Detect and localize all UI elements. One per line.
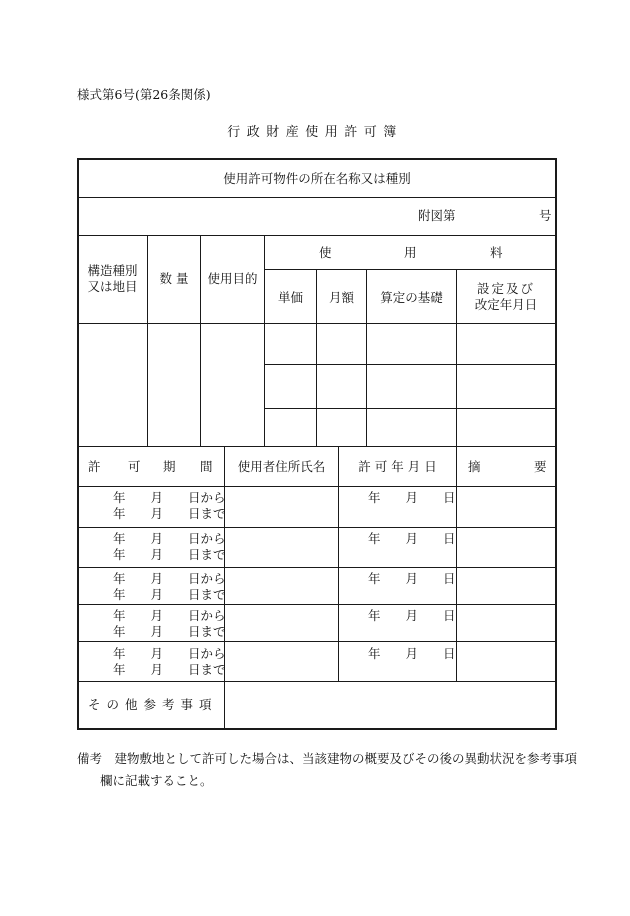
note-line-1: 備考 建物敷地として許可した場合は、当該建物の概要及びその後の異動状況を参考事項 (77, 751, 578, 766)
remarks-header-char-2: 要 (534, 459, 547, 474)
quantity-header: 数 量 (159, 271, 189, 286)
period-to: 年 月 日まで (113, 506, 226, 521)
page-title: 行政財産使用許可簿 (227, 125, 403, 140)
map-number-suffix: 号 (539, 208, 552, 223)
period-from: 年 月 日から (113, 531, 226, 546)
structure-type-header: 構造種別 (87, 263, 138, 278)
permit-period-header-char-2: 可 (128, 459, 141, 474)
other-reference-label: その他参考事項 (88, 697, 218, 712)
period-from: 年 月 日から (113, 490, 226, 505)
land-type-header: 又は地目 (87, 279, 138, 294)
permit-period-header-char-4: 間 (200, 459, 213, 474)
map-number-label: 附図第 (418, 208, 456, 223)
setting-date-header-line2: 改定年月日 (474, 297, 538, 312)
period-from: 年 月 日から (113, 646, 226, 661)
period-from: 年 月 日から (113, 571, 226, 586)
note-line-2: 欄に記載すること。 (100, 773, 213, 788)
permit-date: 年 月 日 (368, 571, 456, 586)
permit-date: 年 月 日 (368, 531, 456, 546)
usage-fee-header-char-3: 料 (490, 245, 503, 260)
period-to: 年 月 日まで (113, 587, 226, 602)
permit-period-header-char-1: 許 (88, 459, 101, 474)
user-name-header: 使用者住所氏名 (237, 459, 326, 474)
period-to: 年 月 日まで (113, 547, 226, 562)
period-to: 年 月 日まで (113, 662, 226, 677)
unit-price-header: 単価 (277, 290, 303, 305)
period-to: 年 月 日まで (113, 624, 226, 639)
usage-fee-header-char-2: 用 (404, 245, 417, 260)
permit-date-header: 許 可 年 月 日 (358, 459, 437, 474)
permit-date: 年 月 日 (368, 646, 456, 661)
form-number: 様式第6号(第26条関係) (77, 87, 211, 102)
property-location-label: 使用許可物件の所在名称又は種別 (223, 171, 411, 186)
remarks-header-char-1: 摘 (468, 459, 481, 474)
permit-date: 年 月 日 (368, 490, 456, 505)
permit-date: 年 月 日 (368, 608, 456, 623)
setting-date-header-line1: 設定及び (476, 281, 535, 296)
period-from: 年 月 日から (113, 608, 226, 623)
usage-fee-header-char-1: 使 (319, 245, 332, 260)
purpose-header: 使用目的 (207, 271, 258, 286)
monthly-amount-header: 月額 (328, 290, 354, 305)
permit-period-header-char-3: 期 (163, 459, 176, 474)
calculation-basis-header: 算定の基礎 (380, 290, 443, 305)
